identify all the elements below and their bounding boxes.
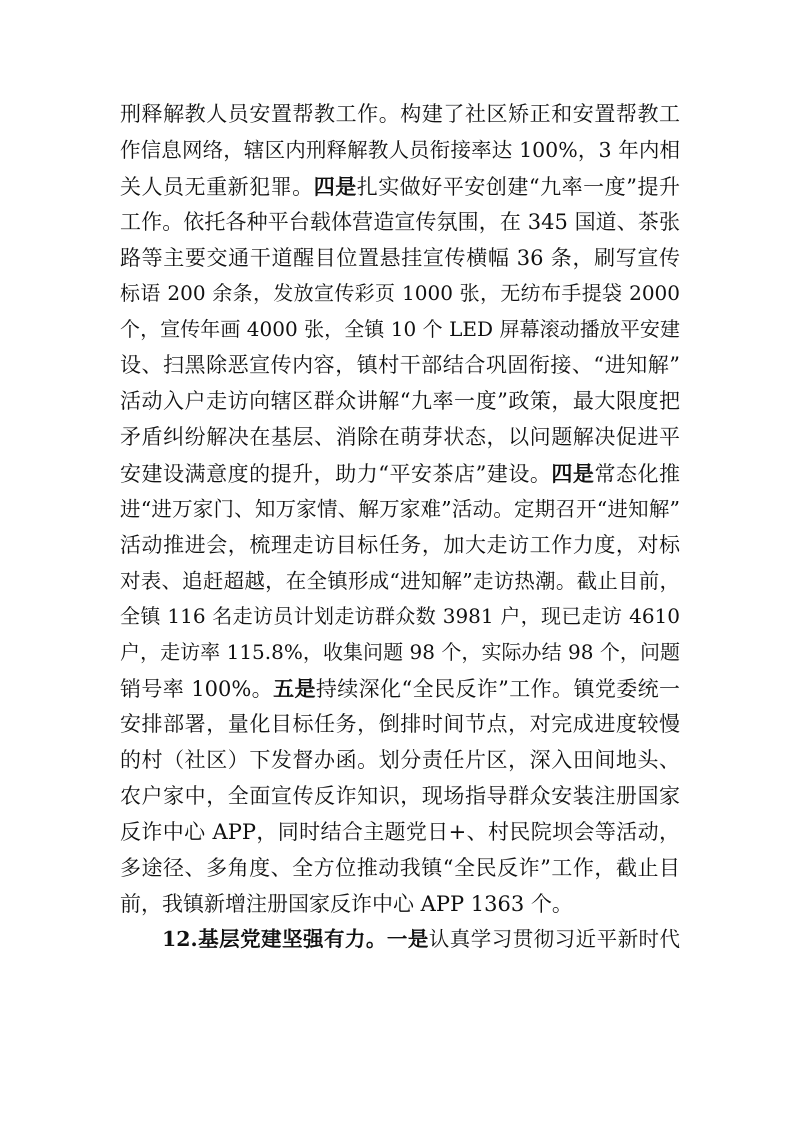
text-line	[120, 276, 680, 312]
text-line	[120, 887, 680, 923]
text-run: 扎实做好平安创建“九率一度”提升	[356, 174, 681, 199]
text-run: 活动入户走访向辖区群众讲解“九率一度”政策，最大限度把	[120, 389, 680, 414]
text-line	[120, 635, 680, 671]
text-line	[120, 205, 680, 241]
text-run: 对表、追赶超越，在全镇形成“进知解”走访热潮。截止目前，	[120, 568, 680, 593]
text-run: 工作。依托各种平台载体营造宣传氛围，在 345 国道、茶张	[120, 209, 680, 234]
text-run: 作信息网络，辖区内刑释解教人员衔接率达 100%，3 年内相	[120, 137, 680, 162]
text-run: 安排部署，量化目标任务，倒排时间节点，对完成进度较慢	[120, 712, 680, 737]
text-line	[120, 384, 680, 420]
bold-text-run: 五是	[273, 676, 316, 702]
text-line	[120, 671, 680, 707]
text-run: 标语 200 余条，发放宣传彩页 1000 张，无纺布手提袋 2000	[120, 281, 680, 306]
text-run: 的村（社区）下发督办函。划分责任片区，深入田间地头、	[120, 748, 680, 773]
text-line	[120, 851, 680, 887]
text-line	[120, 456, 680, 492]
text-run: 常态化推	[594, 461, 680, 486]
text-run: 刑释解教人员安置帮教工作。构建了社区矫正和安置帮教工	[120, 102, 680, 126]
text-run: 安建设满意度的提升，助力“平安茶店”建设。	[120, 461, 552, 486]
section-heading: 12.基层党建坚强有力。一是	[162, 927, 429, 952]
text-run: 认真学习贯彻习近平新时代	[428, 927, 681, 952]
text-line	[120, 779, 680, 815]
text-line	[120, 169, 680, 205]
bold-text-run: 四是	[313, 173, 357, 199]
bold-text-run: 四是	[551, 460, 595, 486]
text-line	[120, 492, 680, 528]
body-text	[120, 97, 680, 958]
text-line	[120, 743, 680, 779]
text-run: 持续深化“全民反诈”工作。镇党委统一	[315, 677, 681, 702]
section-heading-line	[120, 922, 680, 958]
text-run: 路等主要交通干道醒目位置悬挂宣传横幅 36 条，刷写宣传	[120, 245, 680, 270]
text-run: 多途径、多角度、全方位推动我镇“全民反诈”工作，截止目	[120, 855, 680, 880]
text-line	[120, 312, 680, 348]
text-run: 农户家中，全面宣传反诈知识，现场指导群众安装注册国家	[120, 783, 680, 808]
text-run: 反诈中心 APP，同时结合主题党日+、村民院坝会等活动，	[120, 819, 680, 844]
text-run: 矛盾纠纷解决在基层、消除在萌芽状态，以问题解决促进平	[120, 425, 680, 450]
text-run: 进“进万家门、知万家情、解万家难”活动。定期召开“进知解”	[120, 496, 680, 521]
text-run: 全镇 116 名走访员计划走访群众数 3981 户，现已走访 4610	[120, 604, 680, 629]
text-line	[120, 707, 680, 743]
text-line	[120, 348, 680, 384]
text-run: 关人员无重新犯罪。	[120, 174, 314, 199]
text-line	[120, 420, 680, 456]
text-run: 设、扫黑除恶宣传内容，镇村干部结合巩固衔接、“进知解”	[120, 353, 680, 378]
text-run: 销号率 100%。	[120, 677, 274, 702]
text-line	[120, 528, 680, 564]
text-line	[120, 241, 680, 277]
text-line	[120, 133, 680, 169]
text-line	[120, 815, 680, 851]
text-line	[120, 97, 680, 133]
text-run: 活动推进会，梳理走访目标任务，加大走访工作力度，对标	[120, 532, 680, 557]
text-run: 前，我镇新增注册国家反诈中心 APP 1363 个。	[120, 891, 573, 916]
text-line	[120, 564, 680, 600]
text-run: 户，走访率 115.8%，收集问题 98 个，实际办结 98 个，问题	[120, 640, 680, 665]
text-line	[120, 599, 680, 635]
text-run: 个，宣传年画 4000 张，全镇 10 个 LED 屏幕滚动播放平安建	[120, 317, 680, 342]
